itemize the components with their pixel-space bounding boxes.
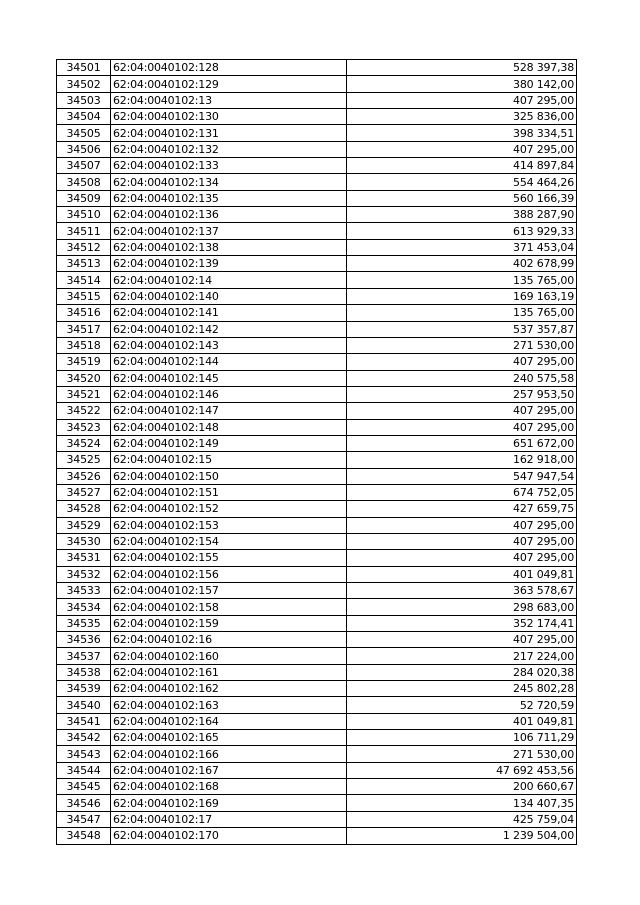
table-row (57, 141, 577, 157)
cadastral-number-cell: 62:04:0040102:129 (111, 76, 347, 92)
row-number-cell: 34532 (57, 566, 111, 582)
row-number-cell: 34533 (57, 583, 111, 599)
row-number-cell: 34519 (57, 354, 111, 370)
cadastral-number-cell: 62:04:0040102:146 (111, 386, 347, 402)
table-row (57, 484, 577, 500)
table-row (57, 811, 577, 827)
cadastral-number-cell: 62:04:0040102:130 (111, 109, 347, 125)
cadastral-value-cell: 169 163,19 (347, 288, 577, 304)
row-number-cell: 34536 (57, 632, 111, 648)
table-row (57, 681, 577, 697)
cadastral-value-cell: 135 765,00 (347, 272, 577, 288)
table-row (57, 76, 577, 92)
cadastral-value-cell: 325 836,00 (347, 109, 577, 125)
table-row (57, 632, 577, 648)
cadastral-value-cell: 271 530,00 (347, 746, 577, 762)
table-row (57, 501, 577, 517)
cadastral-number-cell: 62:04:0040102:158 (111, 599, 347, 615)
table-row (57, 223, 577, 239)
cadastral-number-cell: 62:04:0040102:147 (111, 403, 347, 419)
cadastral-value-cell: 135 765,00 (347, 305, 577, 321)
cadastral-value-cell: 674 752,05 (347, 484, 577, 500)
cadastral-value-cell: 402 678,99 (347, 256, 577, 272)
row-number-cell: 34525 (57, 452, 111, 468)
cadastral-value-cell: 613 929,33 (347, 223, 577, 239)
cadastral-number-cell: 62:04:0040102:128 (111, 60, 347, 76)
row-number-cell: 34507 (57, 158, 111, 174)
row-number-cell: 34505 (57, 125, 111, 141)
cadastral-value-cell: 560 166,39 (347, 190, 577, 206)
row-number-cell: 34529 (57, 517, 111, 533)
cadastral-value-cell: 371 453,04 (347, 239, 577, 255)
table-row (57, 305, 577, 321)
table-row (57, 779, 577, 795)
cadastral-number-cell: 62:04:0040102:157 (111, 583, 347, 599)
cadastral-number-cell: 62:04:0040102:132 (111, 141, 347, 157)
cadastral-value-cell: 271 530,00 (347, 337, 577, 353)
row-number-cell: 34516 (57, 305, 111, 321)
table-row (57, 583, 577, 599)
cadastral-number-cell: 62:04:0040102:161 (111, 664, 347, 680)
cadastral-number-cell: 62:04:0040102:15 (111, 452, 347, 468)
cadastral-value-cell: 363 578,67 (347, 583, 577, 599)
table-row (57, 386, 577, 402)
cadastral-value-cell: 407 295,00 (347, 141, 577, 157)
cadastral-number-cell: 62:04:0040102:131 (111, 125, 347, 141)
row-number-cell: 34509 (57, 190, 111, 206)
table-row (57, 419, 577, 435)
row-number-cell: 34504 (57, 109, 111, 125)
table-row (57, 648, 577, 664)
cadastral-number-cell: 62:04:0040102:156 (111, 566, 347, 582)
cadastral-number-cell: 62:04:0040102:163 (111, 697, 347, 713)
cadastral-number-cell: 62:04:0040102:144 (111, 354, 347, 370)
cadastral-number-cell: 62:04:0040102:136 (111, 207, 347, 223)
table-row (57, 664, 577, 680)
cadastral-value-cell: 427 659,75 (347, 501, 577, 517)
row-number-cell: 34522 (57, 403, 111, 419)
table-row (57, 517, 577, 533)
cadastral-number-cell: 62:04:0040102:154 (111, 533, 347, 549)
row-number-cell: 34544 (57, 762, 111, 778)
table-row (57, 468, 577, 484)
cadastral-number-cell: 62:04:0040102:149 (111, 435, 347, 451)
row-number-cell: 34538 (57, 664, 111, 680)
cadastral-value-cell: 106 711,29 (347, 730, 577, 746)
cadastral-value-cell: 257 953,50 (347, 386, 577, 402)
cadastral-value-cell: 425 759,04 (347, 811, 577, 827)
table-row (57, 746, 577, 762)
cadastral-value-cell: 217 224,00 (347, 648, 577, 664)
cadastral-number-cell: 62:04:0040102:145 (111, 370, 347, 386)
cadastral-value-cell: 537 357,87 (347, 321, 577, 337)
table-row (57, 566, 577, 582)
cadastral-number-cell: 62:04:0040102:13 (111, 92, 347, 108)
cadastral-number-cell: 62:04:0040102:155 (111, 550, 347, 566)
cadastral-value-cell: 407 295,00 (347, 632, 577, 648)
table-row (57, 239, 577, 255)
row-number-cell: 34548 (57, 828, 111, 844)
table-row (57, 795, 577, 811)
row-number-cell: 34524 (57, 435, 111, 451)
cadastral-value-cell: 407 295,00 (347, 403, 577, 419)
table-row (57, 713, 577, 729)
row-number-cell: 34511 (57, 223, 111, 239)
table-row (57, 730, 577, 746)
table-row (57, 370, 577, 386)
row-number-cell: 34534 (57, 599, 111, 615)
row-number-cell: 34528 (57, 501, 111, 517)
table-row (57, 452, 577, 468)
cadastral-number-cell: 62:04:0040102:170 (111, 828, 347, 844)
row-number-cell: 34537 (57, 648, 111, 664)
cadastral-value-cell: 554 464,26 (347, 174, 577, 190)
cadastral-value-cell: 407 295,00 (347, 550, 577, 566)
table-row (57, 828, 577, 844)
row-number-cell: 34540 (57, 697, 111, 713)
cadastral-number-cell: 62:04:0040102:138 (111, 239, 347, 255)
row-number-cell: 34527 (57, 484, 111, 500)
row-number-cell: 34523 (57, 419, 111, 435)
cadastral-number-cell: 62:04:0040102:17 (111, 811, 347, 827)
row-number-cell: 34539 (57, 681, 111, 697)
row-number-cell: 34513 (57, 256, 111, 272)
row-number-cell: 34501 (57, 60, 111, 76)
table-row (57, 533, 577, 549)
cadastral-number-cell: 62:04:0040102:151 (111, 484, 347, 500)
table-row (57, 158, 577, 174)
cadastral-value-cell: 52 720,59 (347, 697, 577, 713)
table-row (57, 599, 577, 615)
table-row (57, 256, 577, 272)
cadastral-number-cell: 62:04:0040102:133 (111, 158, 347, 174)
cadastral-value-cell: 380 142,00 (347, 76, 577, 92)
table-row (57, 109, 577, 125)
cadastral-number-cell: 62:04:0040102:16 (111, 632, 347, 648)
cadastral-value-cell: 134 407,35 (347, 795, 577, 811)
cadastral-number-cell: 62:04:0040102:160 (111, 648, 347, 664)
table-row (57, 125, 577, 141)
cadastral-value-cell: 407 295,00 (347, 419, 577, 435)
table-row (57, 174, 577, 190)
cadastral-number-cell: 62:04:0040102:140 (111, 288, 347, 304)
cadastral-number-cell: 62:04:0040102:135 (111, 190, 347, 206)
row-number-cell: 34510 (57, 207, 111, 223)
row-number-cell: 34530 (57, 533, 111, 549)
table-row (57, 550, 577, 566)
table-row (57, 288, 577, 304)
cadastral-number-cell: 62:04:0040102:153 (111, 517, 347, 533)
cadastral-number-cell: 62:04:0040102:164 (111, 713, 347, 729)
row-number-cell: 34518 (57, 337, 111, 353)
cadastral-value-cell: 200 660,67 (347, 779, 577, 795)
row-number-cell: 34535 (57, 615, 111, 631)
cadastral-value-table (56, 59, 577, 845)
table-row (57, 403, 577, 419)
cadastral-number-cell: 62:04:0040102:152 (111, 501, 347, 517)
row-number-cell: 34503 (57, 92, 111, 108)
row-number-cell: 34512 (57, 239, 111, 255)
table-row (57, 615, 577, 631)
cadastral-number-cell: 62:04:0040102:142 (111, 321, 347, 337)
table-row (57, 354, 577, 370)
row-number-cell: 34531 (57, 550, 111, 566)
row-number-cell: 34517 (57, 321, 111, 337)
row-number-cell: 34545 (57, 779, 111, 795)
row-number-cell: 34502 (57, 76, 111, 92)
cadastral-number-cell: 62:04:0040102:168 (111, 779, 347, 795)
table-row (57, 207, 577, 223)
cadastral-value-cell: 398 334,51 (347, 125, 577, 141)
table-row (57, 92, 577, 108)
table-row (57, 60, 577, 76)
cadastral-number-cell: 62:04:0040102:148 (111, 419, 347, 435)
cadastral-value-cell: 414 897,84 (347, 158, 577, 174)
cadastral-number-cell: 62:04:0040102:14 (111, 272, 347, 288)
cadastral-value-cell: 240 575,58 (347, 370, 577, 386)
cadastral-value-cell: 352 174,41 (347, 615, 577, 631)
cadastral-value-cell: 528 397,38 (347, 60, 577, 76)
row-number-cell: 34546 (57, 795, 111, 811)
row-number-cell: 34541 (57, 713, 111, 729)
cadastral-number-cell: 62:04:0040102:139 (111, 256, 347, 272)
row-number-cell: 34526 (57, 468, 111, 484)
cadastral-number-cell: 62:04:0040102:137 (111, 223, 347, 239)
cadastral-number-cell: 62:04:0040102:162 (111, 681, 347, 697)
row-number-cell: 34520 (57, 370, 111, 386)
cadastral-value-cell: 401 049,81 (347, 713, 577, 729)
cadastral-number-cell: 62:04:0040102:165 (111, 730, 347, 746)
table-row (57, 762, 577, 778)
cadastral-value-cell: 547 947,54 (347, 468, 577, 484)
cadastral-value-cell: 47 692 453,56 (347, 762, 577, 778)
cadastral-number-cell: 62:04:0040102:143 (111, 337, 347, 353)
row-number-cell: 34514 (57, 272, 111, 288)
table-row (57, 321, 577, 337)
table-row (57, 337, 577, 353)
cadastral-value-cell: 407 295,00 (347, 533, 577, 549)
row-number-cell: 34506 (57, 141, 111, 157)
cadastral-value-cell: 245 802,28 (347, 681, 577, 697)
row-number-cell: 34542 (57, 730, 111, 746)
row-number-cell: 34521 (57, 386, 111, 402)
row-number-cell: 34508 (57, 174, 111, 190)
cadastral-value-cell: 162 918,00 (347, 452, 577, 468)
cadastral-value-cell: 407 295,00 (347, 92, 577, 108)
cadastral-value-cell: 388 287,90 (347, 207, 577, 223)
cadastral-value-cell: 407 295,00 (347, 517, 577, 533)
cadastral-number-cell: 62:04:0040102:141 (111, 305, 347, 321)
row-number-cell: 34543 (57, 746, 111, 762)
table-row (57, 190, 577, 206)
table-row (57, 697, 577, 713)
table-row (57, 272, 577, 288)
cadastral-value-cell: 407 295,00 (347, 354, 577, 370)
cadastral-number-cell: 62:04:0040102:169 (111, 795, 347, 811)
cadastral-number-cell: 62:04:0040102:134 (111, 174, 347, 190)
cadastral-value-cell: 298 683,00 (347, 599, 577, 615)
table-row (57, 435, 577, 451)
row-number-cell: 34515 (57, 288, 111, 304)
table-body (57, 60, 577, 845)
row-number-cell: 34547 (57, 811, 111, 827)
cadastral-value-cell: 401 049,81 (347, 566, 577, 582)
cadastral-number-cell: 62:04:0040102:167 (111, 762, 347, 778)
cadastral-number-cell: 62:04:0040102:159 (111, 615, 347, 631)
cadastral-value-cell: 284 020,38 (347, 664, 577, 680)
cadastral-value-cell: 1 239 504,00 (347, 828, 577, 844)
cadastral-value-cell: 651 672,00 (347, 435, 577, 451)
cadastral-number-cell: 62:04:0040102:150 (111, 468, 347, 484)
cadastral-number-cell: 62:04:0040102:166 (111, 746, 347, 762)
